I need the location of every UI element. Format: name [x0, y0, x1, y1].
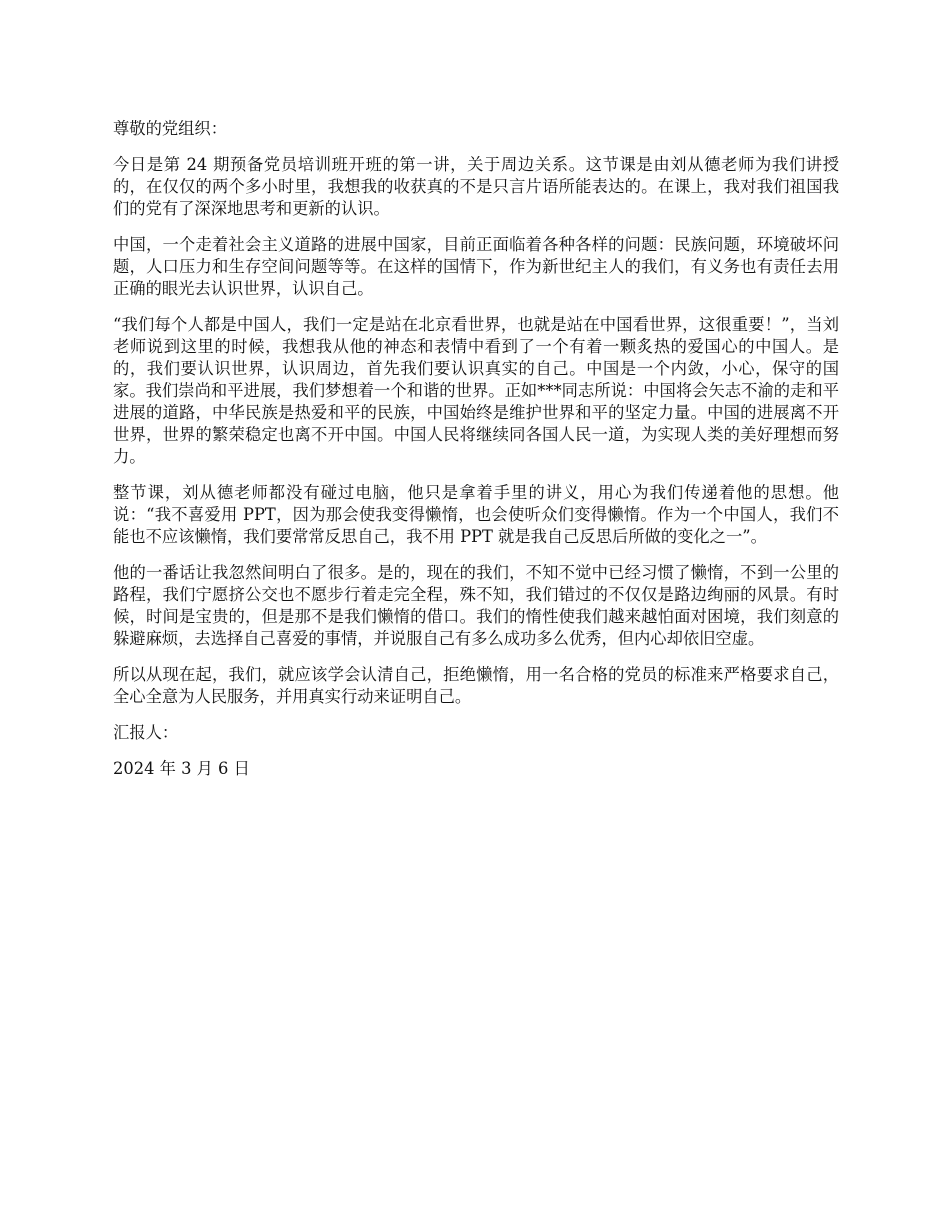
paragraph-2: 中国，一个走着社会主义道路的进展中国家，目前正面临着各种各样的问题：民族问题，环境破坏问题，人口压力和生存空间问题等等。在这样的国情下，作为新世纪主人的我们，有义务也有责任去用正确的眼光去认识世界，认识自己。 — [113, 235, 839, 298]
signature-label: 汇报人： — [113, 723, 179, 742]
letter-date: 2024 年 3 月 6 日 — [113, 759, 250, 778]
paragraph-6: 所以从现在起，我们，就应该学会认清自己，拒绝懒惰，用一名合格的党员的标准来严格要求自己，全心全意为人民服务，并用真实行动来证明自己。 — [113, 665, 839, 706]
salutation: 尊敬的党组织： — [113, 119, 227, 138]
letter-body — [113, 118, 839, 794]
paragraph-5: 他的一番话让我忽然间明白了很多。是的，现在的我们，不知不觉中已经习惯了懒惰，不到一公里的路程，我们宁愿挤公交也不愿步行着走完全程，殊不知，我们错过的不仅仅是路边绚丽的风景。有时候，时间是宝贵的，但是那不是我们懒惰的借口。我们的惰性使我们越来越怕面对困境，我们刻意的躲避麻烦，去选择自己喜爱的事情，并说服自己有多么成功多么优秀，但内心却依旧空虚。 — [113, 563, 839, 648]
paragraph-3: “我们每个人都是中国人，我们一定是站在北京看世界，也就是站在中国看世界，这很重要！”，当刘老师说到这里的时候，我想我从他的神态和表情中看到了一个有着一颗炙热的爱国心的中国人。是的，我们要认识世界，认识周边，首先我们要认识真实的自己。中国是一个内敛，小心，保守的国家。我们崇尚和平进展，我们梦想着一个和谐的世界。正如***同志所说：中国将会矢志不渝的走和平进展的道路，中华民族是热爱和平的民族，中国始终是维护世界和平的坚定力量。中国的进展离不开世界，世界的繁荣稳定也离不开中国。中国人民将继续同各国人民一道，为实现人类的美好理想而努力。 — [113, 315, 839, 466]
paragraph-4: 整节课，刘从德老师都没有碰过电脑，他只是拿着手里的讲义，用心为我们传递着他的思想。他说：“我不喜爱用 PPT，因为那会使我变得懒惰，也会使听众们变得懒惰。作为一个中国人，我们不能也不应该懒惰，我们要常常反思自己，我不用 PPT 就是我自己反思后所做的变化之一”。 — [113, 483, 839, 546]
paragraph-1: 今日是第 24 期预备党员培训班开班的第一讲，关于周边关系。这节课是由刘从德老师为我们讲授的，在仅仅的两个多小时里，我想我的收获真的不是只言片语所能表达的。在课上，我对我们祖国我们的党有了深深地思考和更新的认识。 — [113, 155, 839, 218]
